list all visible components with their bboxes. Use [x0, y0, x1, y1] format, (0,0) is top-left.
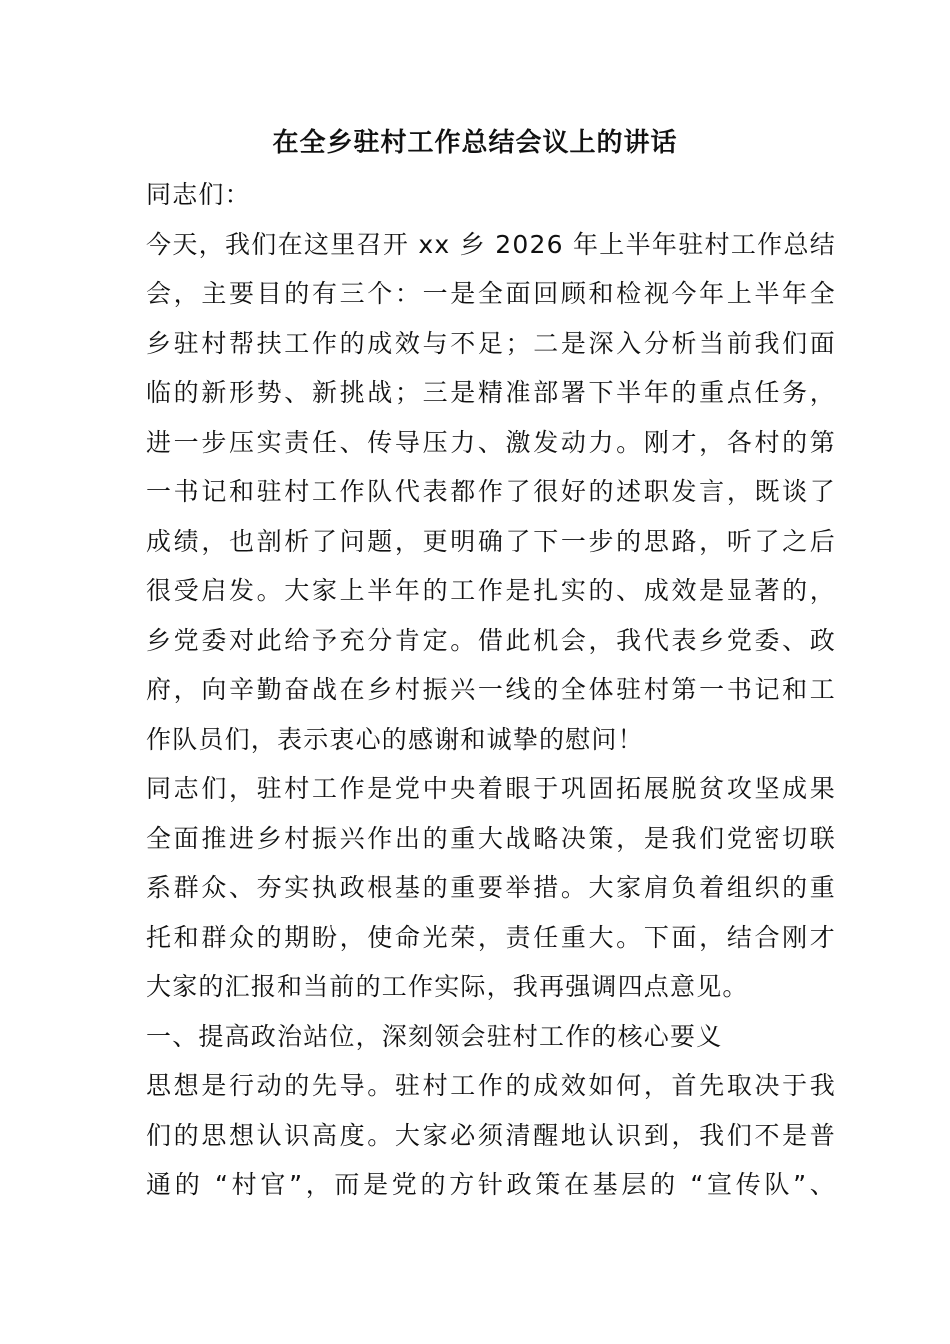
text-line: 府，向辛勤奋战在乡村振兴一线的全体驻村第一书记和工: [146, 675, 836, 704]
text-line: 临的新形势、新挑战；三是精准部署下半年的重点任务，: [146, 378, 836, 407]
text-line: 系群众、夯实执政根基的重要举措。大家肩负着组织的重: [146, 873, 836, 902]
text-line: 托和群众的期盼，使命光荣，责任重大。下面，结合刚才: [146, 922, 836, 952]
text-line: 作队员们，表示衷心的感谢和诚挚的慰问！: [146, 724, 644, 754]
text-line: 通的 “村官”，而是党的方针政策在基层的 “宣传队”、: [146, 1170, 836, 1199]
text-line: 成绩，也剖析了问题，更明确了下一步的思路，听了之后: [146, 526, 836, 556]
text-line: 今天，我们在这里召开 xx 乡 2026 年上半年驻村工作总结: [146, 229, 836, 259]
text-line: 同志们，驻村工作是党中央着眼于巩固拓展脱贫攻坚成果: [146, 774, 836, 803]
text-line: 进一步压实责任、传导压力、激发动力。刚才，各村的第: [146, 427, 836, 457]
text-line: 们的思想认识高度。大家必须清醒地认识到，我们不是普: [146, 1120, 836, 1150]
text-line: 全面推进乡村振兴作出的重大战略决策，是我们党密切联: [146, 823, 836, 853]
text-line: 很受启发。大家上半年的工作是扎实的、成效是显著的，: [146, 576, 836, 605]
text-line: 乡驻村帮扶工作的成效与不足；二是深入分析当前我们面: [146, 328, 836, 358]
text-line: 乡党委对此给予充分肯定。借此机会，我代表乡党委、政: [146, 625, 836, 655]
text-line: 同志们：: [146, 180, 251, 209]
document-body: [146, 170, 836, 1210]
text-line: 思想是行动的先导。驻村工作的成效如何，首先取决于我: [146, 1071, 836, 1100]
text-line: 大家的汇报和当前的工作实际，我再强调四点意见。: [146, 972, 749, 1001]
text-line: 会，主要目的有三个：一是全面回顾和检视今年上半年全: [146, 279, 836, 308]
document-title: 在全乡驻村工作总结会议上的讲话: [272, 128, 678, 158]
text-line: 一书记和驻村工作队代表都作了很好的述职发言，既谈了: [146, 477, 836, 506]
section-heading: 一、提高政治站位，深刻领会驻村工作的核心要义: [146, 1021, 723, 1051]
